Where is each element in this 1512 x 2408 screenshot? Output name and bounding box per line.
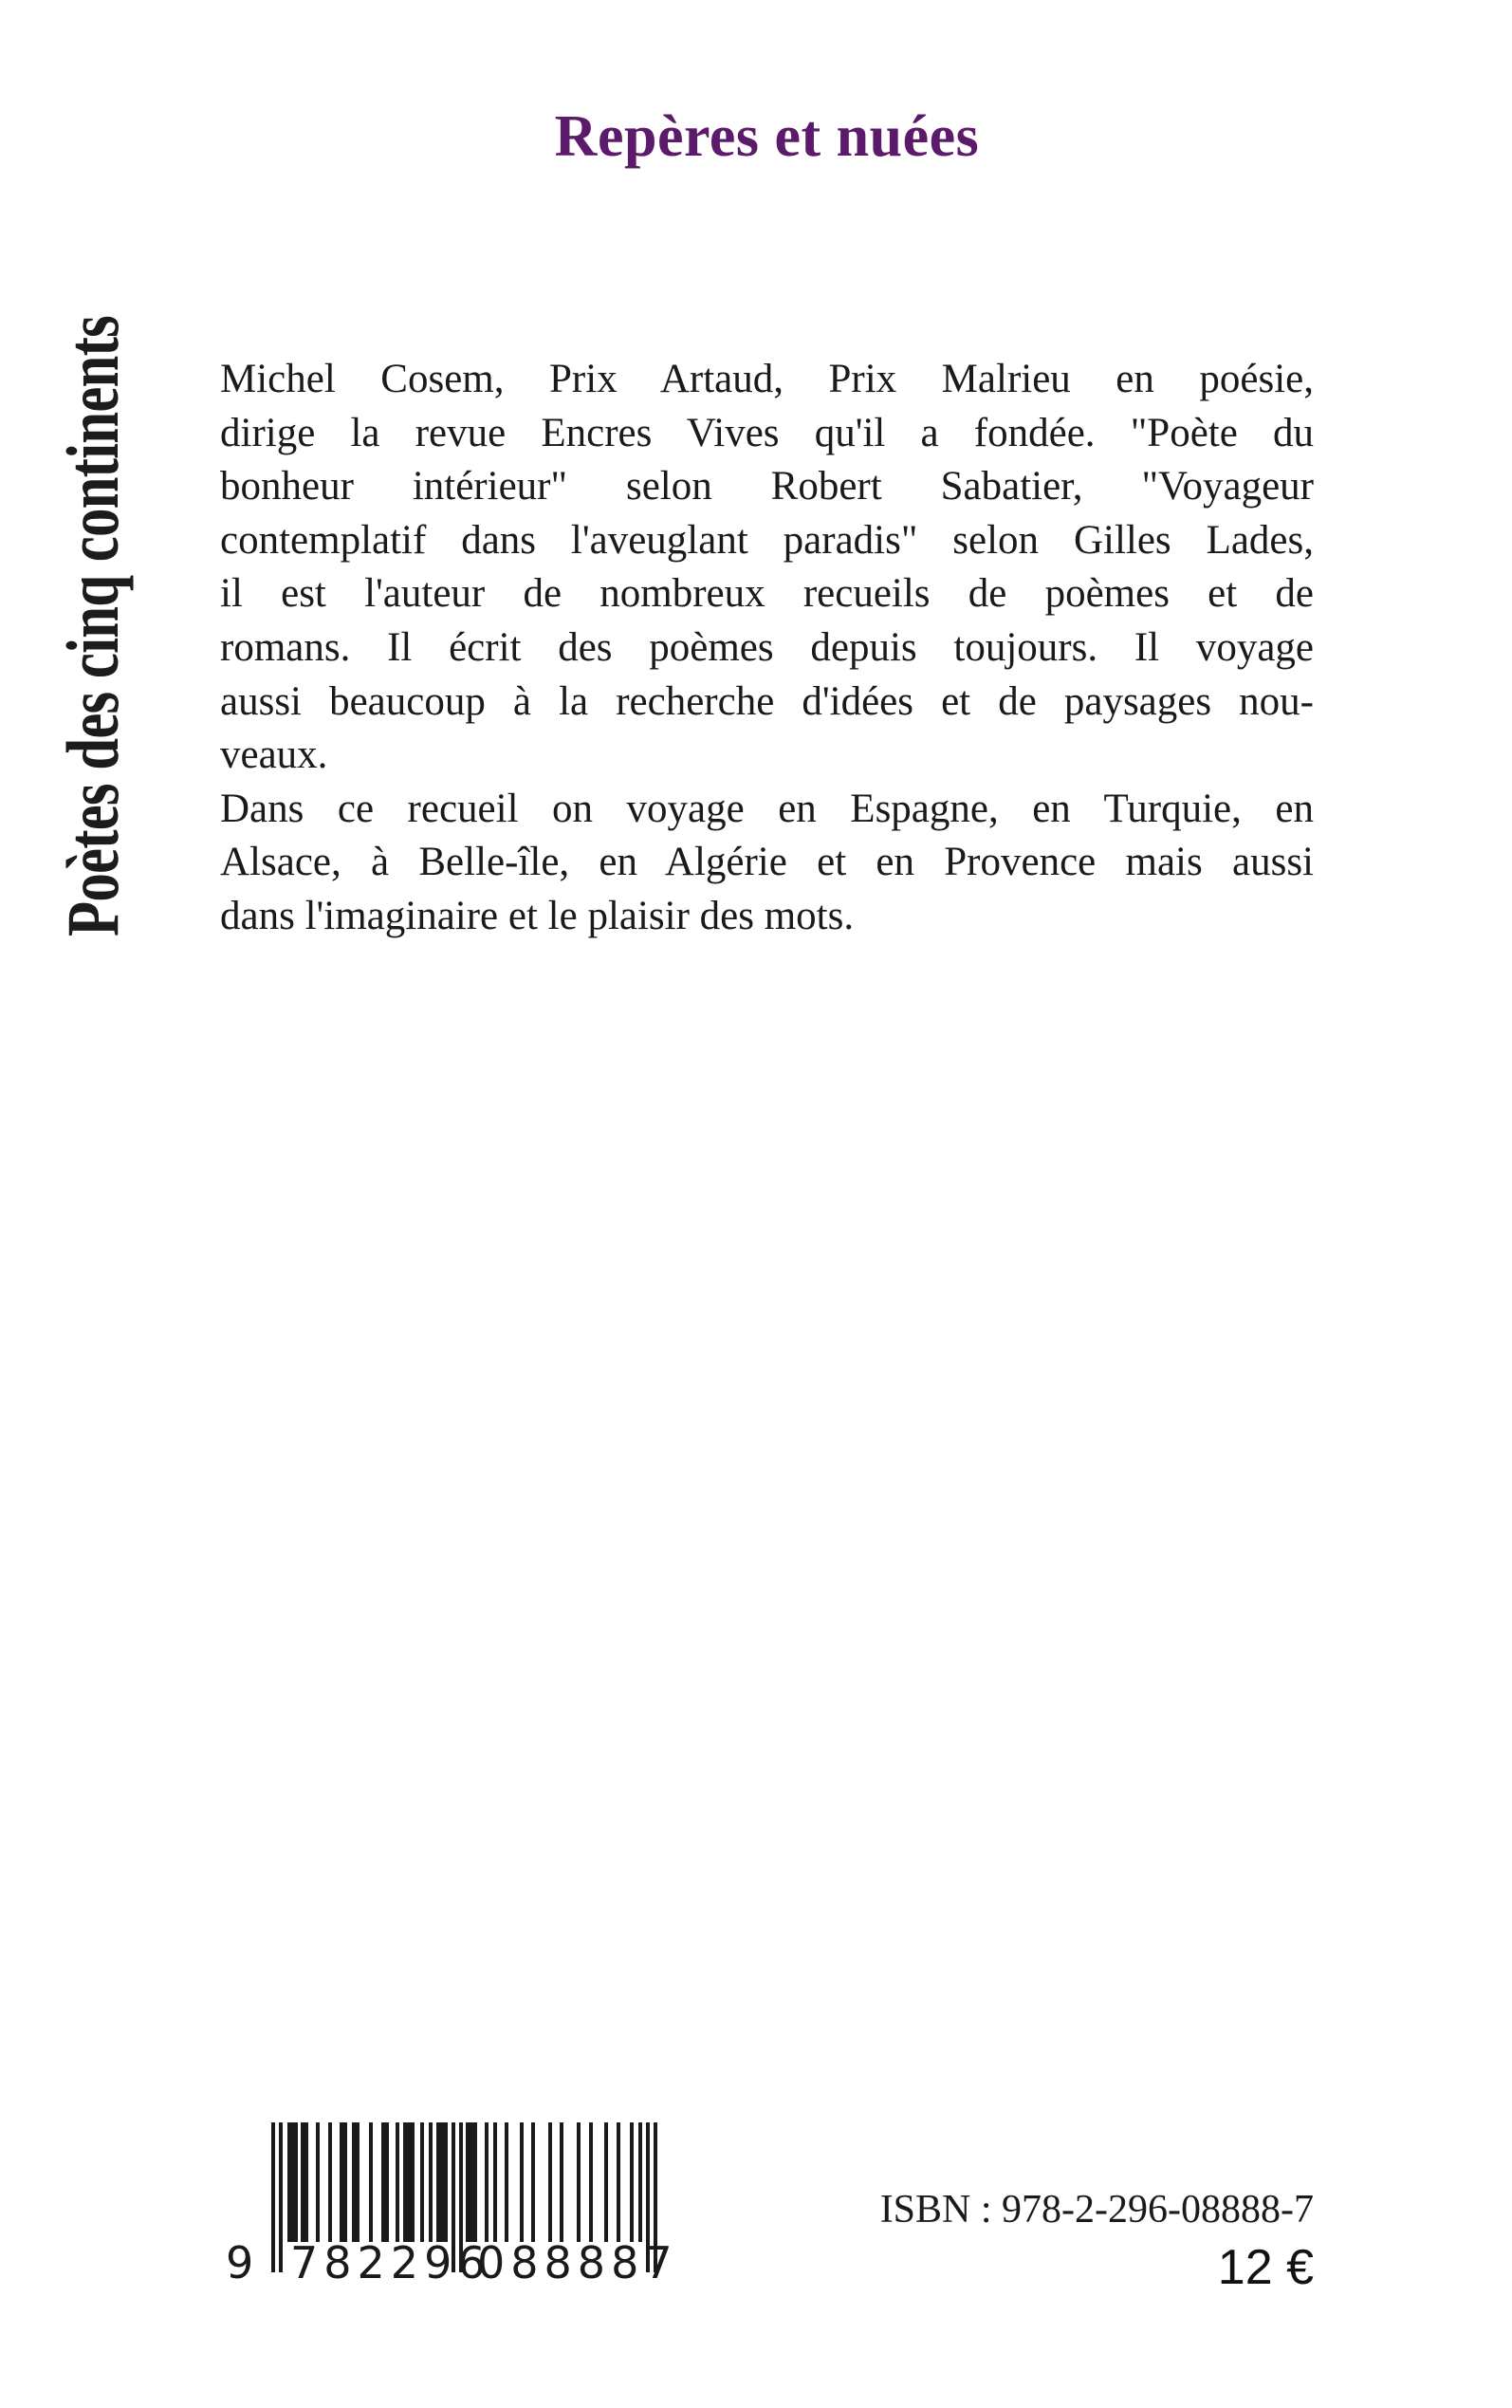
price-label: 12 € xyxy=(1217,2240,1314,2295)
blurb-line: dirige la revue Encres Vives qu'il a fondée. "Poète du xyxy=(220,410,1314,455)
blurb-line: Michel Cosem, Prix Artaud, Prix Malrieu en poésie, xyxy=(220,357,1314,401)
blurb-line: dans l'imaginaire et le plaisir des mots. xyxy=(220,893,855,938)
book-title: Repères et nuées xyxy=(554,104,980,169)
blurb-line: veaux. xyxy=(220,732,328,778)
blurb-line: Alsace, à Belle-île, en Algérie et en Provence mais aussi xyxy=(220,840,1314,885)
blurb-line: il est l'auteur de nombreux recueils de poèmes et de xyxy=(220,571,1314,617)
blurb-line: contemplatif dans l'aveuglant paradis" selon Gilles Lades, xyxy=(220,517,1314,563)
barcode-digits-left: 782296 xyxy=(290,2237,491,2288)
series-title-label: Poètes des cinq continents xyxy=(51,315,134,937)
series-title-vertical xyxy=(51,185,134,1067)
blurb-line: aussi beaucoup à la recherche d'idées et de paysages nou- xyxy=(220,678,1314,724)
blurb-line: romans. Il écrit des poèmes depuis toujours. Il voyage xyxy=(220,624,1314,670)
blurb-line: bonheur intérieur" selon Robert Sabatier, "Voyageur xyxy=(220,464,1314,509)
isbn-label: ISBN : 978-2-296-08888-7 xyxy=(879,2188,1314,2232)
barcode-digits-right: 088887 xyxy=(477,2237,678,2288)
blurb-line: Dans ce recueil on voyage en Espagne, en Turquie, en xyxy=(220,786,1314,831)
author-blurb xyxy=(220,353,1314,944)
barcode-digit-lead: 9 xyxy=(226,2237,260,2288)
series-title-text xyxy=(51,185,134,1067)
